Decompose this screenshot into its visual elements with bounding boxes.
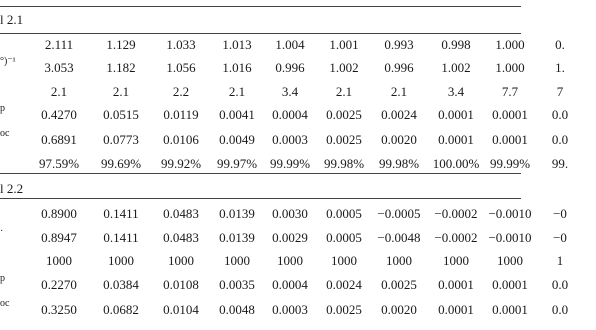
table-cell: 1000 bbox=[331, 253, 357, 268]
table-cell: −0.0005 bbox=[377, 206, 421, 221]
table-cell: 0.0035 bbox=[219, 277, 255, 292]
table-cell: 0.0003 bbox=[272, 302, 308, 317]
table-cell: 2.2 bbox=[172, 84, 190, 99]
table-cell: 0.0773 bbox=[103, 132, 139, 147]
table-cell: 1000 bbox=[46, 253, 72, 268]
table-cell: 0.0001 bbox=[438, 302, 474, 317]
section-title: l 2.2 bbox=[0, 181, 24, 196]
table-cell: 0.1411 bbox=[103, 230, 139, 245]
table-cell: 1000 bbox=[443, 253, 469, 268]
table-row bbox=[0, 206, 567, 222]
table-cell: 0.8900 bbox=[41, 206, 77, 221]
table-cell: 0.0106 bbox=[163, 132, 199, 147]
table-cell: 0.0020 bbox=[381, 302, 417, 317]
table-cell: −0 bbox=[553, 206, 567, 221]
table-row bbox=[0, 253, 564, 269]
table-rule bbox=[0, 198, 521, 199]
table-cell: −0.0002 bbox=[434, 206, 478, 221]
table-cell: 0.0025 bbox=[326, 302, 362, 317]
table-cell: 0.0025 bbox=[326, 132, 362, 147]
table-cell: 2.1 bbox=[50, 84, 68, 99]
table-cell: −0.0002 bbox=[434, 230, 478, 245]
table-cell: 0.0139 bbox=[219, 230, 255, 245]
table-row bbox=[0, 273, 569, 293]
table-cell: 0.0139 bbox=[219, 206, 255, 221]
table-rule bbox=[0, 33, 521, 34]
table-cell: 0.0001 bbox=[492, 277, 528, 292]
table-cell: 99.98% bbox=[378, 156, 420, 171]
table-cell: 0.0005 bbox=[326, 230, 362, 245]
table-cell: 1.002 bbox=[441, 60, 471, 75]
table-cell: 2.1 bbox=[112, 84, 130, 99]
table-cell: 1.129 bbox=[106, 37, 136, 52]
table-cell: −0.0010 bbox=[488, 206, 532, 221]
table-cell: 1000 bbox=[108, 253, 134, 268]
table-cell: 1.000 bbox=[495, 60, 525, 75]
table-cell: 0.0030 bbox=[272, 206, 308, 221]
table-cell: 0.0108 bbox=[163, 277, 199, 292]
table-cell: 1.002 bbox=[329, 60, 359, 75]
table-cell: 0.0001 bbox=[492, 132, 528, 147]
table-cell: −0.0048 bbox=[377, 230, 421, 245]
table-cell: 0.6891 bbox=[41, 132, 77, 147]
table-cell: 0.0001 bbox=[492, 302, 528, 317]
table-cell: 0.0049 bbox=[219, 132, 255, 147]
table-cell: 0.8947 bbox=[41, 230, 77, 245]
table-cell: 1 bbox=[556, 253, 564, 268]
table-cell: 1.056 bbox=[166, 60, 196, 75]
row-label: · bbox=[0, 226, 4, 237]
table-cell: −0.0010 bbox=[488, 230, 532, 245]
table-cell: 2.111 bbox=[44, 37, 74, 52]
table-cell: 99.97% bbox=[216, 156, 258, 171]
table-cell: 0.2270 bbox=[41, 277, 77, 292]
table-cell: 2.1 bbox=[228, 84, 246, 99]
table-cell: 0.0003 bbox=[272, 132, 308, 147]
table-cell: 2.1 bbox=[390, 84, 408, 99]
table-cell: 2.1 bbox=[335, 84, 353, 99]
table-cell: 0.0 bbox=[551, 277, 569, 292]
row-label: °)⁻¹ bbox=[0, 56, 16, 67]
table-cell: 0.0483 bbox=[163, 206, 199, 221]
table-cell: 0.993 bbox=[384, 37, 414, 52]
table-cell: 1.033 bbox=[166, 37, 196, 52]
table-cell: 1.182 bbox=[106, 60, 136, 75]
table-cell: 0.0004 bbox=[272, 277, 308, 292]
table-cell: 0.0004 bbox=[272, 107, 308, 122]
table-cell: 0.0048 bbox=[219, 302, 255, 317]
table-cell: 0.0001 bbox=[492, 107, 528, 122]
table-cell: 0.0025 bbox=[326, 107, 362, 122]
table-cell: 0.0515 bbox=[103, 107, 139, 122]
table-cell: 0.0 bbox=[551, 132, 569, 147]
table-cell: 0.0025 bbox=[381, 277, 417, 292]
table-cell: 3.053 bbox=[44, 60, 74, 75]
table-cell: 0.0020 bbox=[381, 132, 417, 147]
table-cell: 0.0 bbox=[551, 302, 569, 317]
table-row bbox=[0, 37, 565, 53]
table-cell: 97.59% bbox=[38, 156, 80, 171]
table-cell: −0 bbox=[553, 230, 567, 245]
table-row bbox=[0, 156, 569, 172]
table-cell: 0.0 bbox=[551, 107, 569, 122]
table-cell: 0.0005 bbox=[326, 206, 362, 221]
table-cell: 0.0119 bbox=[163, 107, 199, 122]
table-cell: 0.998 bbox=[441, 37, 471, 52]
table-cell: 1.016 bbox=[222, 60, 252, 75]
table-cell: 99.99% bbox=[489, 156, 531, 171]
table-cell: 1.000 bbox=[495, 37, 525, 52]
table-cell: 1. bbox=[555, 60, 565, 75]
table-cell: 1.004 bbox=[275, 37, 305, 52]
table-cell: 0.0682 bbox=[103, 302, 139, 317]
table-cell: 1000 bbox=[497, 253, 523, 268]
table-cell: 0.0024 bbox=[326, 277, 362, 292]
table-cell: 0.0384 bbox=[103, 277, 139, 292]
row-label: oc bbox=[0, 298, 10, 309]
section-title: l 2.1 bbox=[0, 12, 24, 27]
table-row bbox=[0, 56, 565, 76]
table-cell: 0.0029 bbox=[272, 230, 308, 245]
table-cell: 99. bbox=[551, 156, 569, 171]
table-rule bbox=[0, 6, 521, 7]
table-cell: 1000 bbox=[224, 253, 250, 268]
table-cell: 0.996 bbox=[384, 60, 414, 75]
table-cell: 0.3250 bbox=[41, 302, 77, 317]
table-rule bbox=[0, 173, 521, 174]
table-cell: 1.013 bbox=[222, 37, 252, 52]
table-row bbox=[0, 84, 564, 100]
table-row bbox=[0, 128, 569, 148]
table-cell: 0. bbox=[555, 37, 565, 52]
table-cell: 1.001 bbox=[329, 37, 359, 52]
table-cell: 0.996 bbox=[275, 60, 305, 75]
row-label: p bbox=[0, 103, 5, 114]
table-cell: 3.4 bbox=[447, 84, 465, 99]
table-cell: 0.1411 bbox=[103, 206, 139, 221]
table-cell: 1000 bbox=[386, 253, 412, 268]
table-cell: 1000 bbox=[277, 253, 303, 268]
table-cell: 0.0001 bbox=[438, 277, 474, 292]
table-cell: 7 bbox=[556, 84, 564, 99]
table-cell: 0.4270 bbox=[41, 107, 77, 122]
table-row bbox=[0, 226, 567, 246]
table-cell: 99.92% bbox=[160, 156, 202, 171]
table-cell: 7.7 bbox=[501, 84, 519, 99]
table-cell: 1000 bbox=[168, 253, 194, 268]
table-cell: 99.69% bbox=[100, 156, 142, 171]
table-cell: 0.0024 bbox=[381, 107, 417, 122]
row-label: oc bbox=[0, 128, 10, 139]
table-row bbox=[0, 298, 569, 318]
table-row bbox=[0, 103, 569, 123]
table-cell: 0.0483 bbox=[163, 230, 199, 245]
table-cell: 0.0001 bbox=[438, 107, 474, 122]
table-cell: 100.00% bbox=[432, 156, 480, 171]
table-cell: 99.99% bbox=[269, 156, 311, 171]
table-cell: 3.4 bbox=[281, 84, 299, 99]
table-cell: 0.0041 bbox=[219, 107, 255, 122]
table-cell: 0.0001 bbox=[438, 132, 474, 147]
table-cell: 0.0104 bbox=[163, 302, 199, 317]
row-label: p bbox=[0, 273, 5, 284]
table-cell: 99.98% bbox=[323, 156, 365, 171]
